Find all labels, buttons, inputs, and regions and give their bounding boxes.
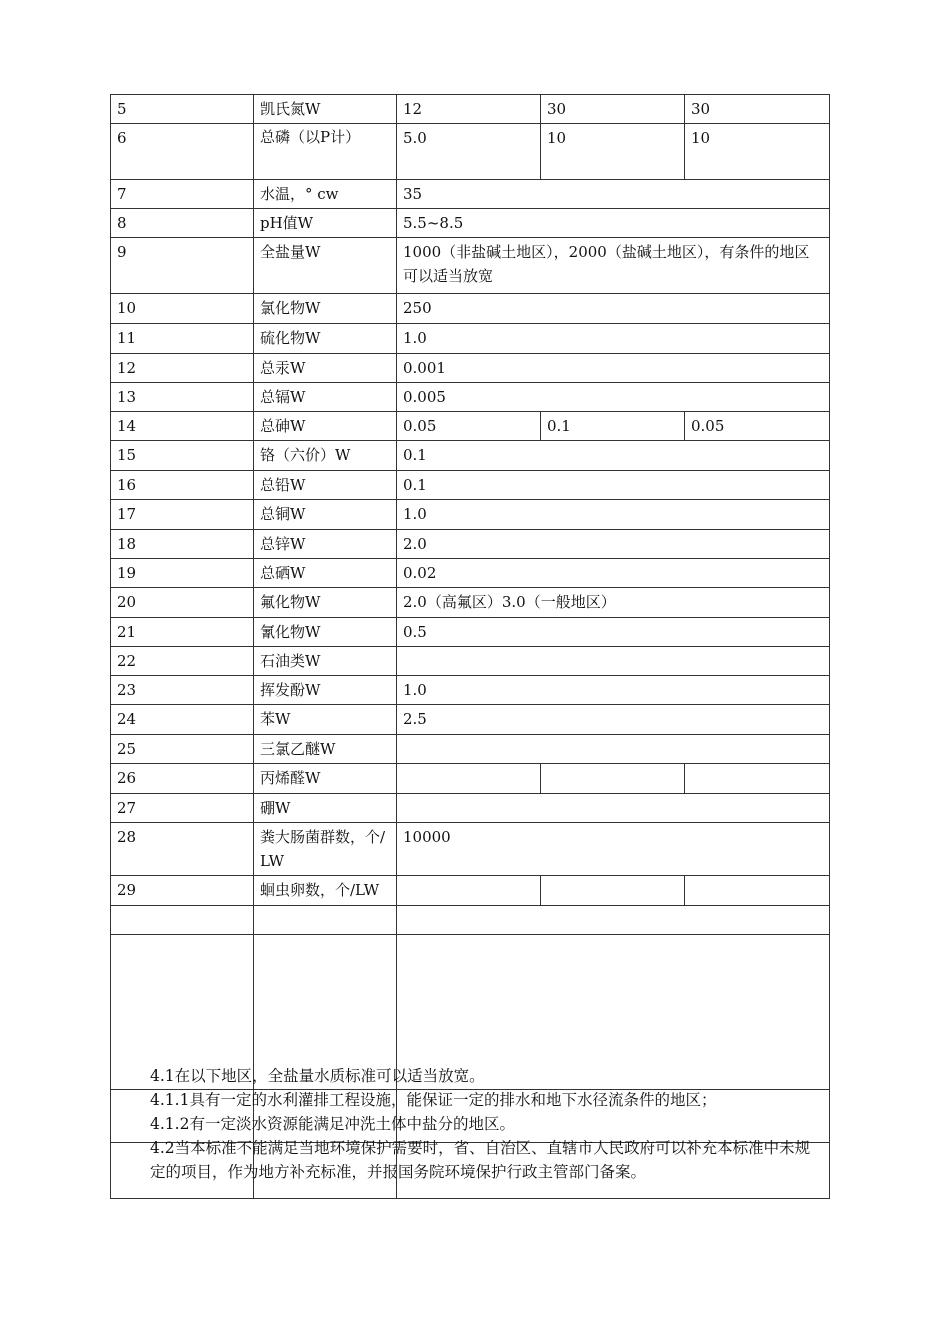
water-quality-table — [110, 94, 830, 1199]
value-cell: 2.0 — [397, 530, 830, 559]
value-cell: 0.05 — [685, 412, 830, 441]
item-name: 蛔虫卵数，个/LW — [254, 876, 397, 906]
table-row — [111, 180, 830, 209]
value-cell: 30 — [685, 95, 830, 124]
table-row — [111, 764, 830, 794]
table-row — [111, 238, 830, 294]
value-cell: 30 — [541, 95, 685, 124]
item-name: 水温，° cw — [254, 180, 397, 209]
value-cell — [685, 876, 830, 906]
item-name: 凯氏氮W — [254, 95, 397, 124]
table-row — [111, 647, 830, 676]
item-name: 氰化物W — [254, 618, 397, 647]
value-cell: 10000 — [397, 823, 830, 876]
value-cell — [397, 876, 541, 906]
item-name: 总砷W — [254, 412, 397, 441]
value-cell: 0.5 — [397, 618, 830, 647]
item-name: 总铜W — [254, 500, 397, 530]
row-number: 28 — [111, 823, 254, 876]
item-name: 全盐量W — [254, 238, 397, 294]
table-row — [111, 500, 830, 530]
item-name: 挥发酚W — [254, 676, 397, 705]
row-number: 27 — [111, 794, 254, 823]
table-row — [111, 588, 830, 618]
table-row — [111, 441, 830, 471]
item-name: 苯W — [254, 705, 397, 735]
item-name: 总磷（以P计） — [254, 124, 397, 180]
row-number: 21 — [111, 618, 254, 647]
value-cell: 35 — [397, 180, 830, 209]
item-name: 硼W — [254, 794, 397, 823]
item-name: 石油类W — [254, 647, 397, 676]
value-cell — [397, 735, 830, 764]
table-row — [111, 823, 830, 876]
table-row — [111, 876, 830, 906]
value-cell: 5.5~8.5 — [397, 209, 830, 238]
value-cell: 1.0 — [397, 500, 830, 530]
value-cell: 0.1 — [397, 471, 830, 500]
value-cell: 0.05 — [397, 412, 541, 441]
row-number: 16 — [111, 471, 254, 500]
table-row — [111, 618, 830, 647]
value-cell: 0.001 — [397, 354, 830, 383]
value-cell — [397, 764, 541, 794]
value-cell: 2.0（高氟区）3.0（一般地区） — [397, 588, 830, 618]
item-name: 总硒W — [254, 559, 397, 588]
value-cell: 5.0 — [397, 124, 541, 180]
item-name: 总镉W — [254, 383, 397, 412]
value-cell: 1000（非盐碱土地区），2000（盐碱土地区），有条件的地区可以适当放宽 — [397, 238, 830, 294]
table-row — [111, 906, 830, 935]
item-name: 氯化物W — [254, 294, 397, 324]
row-number: 10 — [111, 294, 254, 324]
row-number: 26 — [111, 764, 254, 794]
value-cell — [397, 906, 830, 935]
row-number: 7 — [111, 180, 254, 209]
value-cell — [541, 876, 685, 906]
value-cell: 1.0 — [397, 676, 830, 705]
row-number: 11 — [111, 324, 254, 354]
row-number: 20 — [111, 588, 254, 618]
row-number: 22 — [111, 647, 254, 676]
row-number: 18 — [111, 530, 254, 559]
table-row — [111, 412, 830, 441]
table-row — [111, 294, 830, 324]
table-row — [111, 95, 830, 124]
row-number: 29 — [111, 876, 254, 906]
table-row — [111, 794, 830, 823]
note-paragraph: 4.1.1具有一定的水利灌排工程设施，能保证一定的排水和地下水径流条件的地区； — [150, 1091, 717, 1109]
row-number: 17 — [111, 500, 254, 530]
note-paragraph: 4.1在以下地区，全盐量水质标准可以适当放宽。 — [150, 1067, 485, 1085]
row-number: 6 — [111, 124, 254, 180]
table-row — [111, 471, 830, 500]
value-cell — [397, 647, 830, 676]
table-row — [111, 324, 830, 354]
row-number — [111, 906, 254, 935]
item-name: 丙烯醛W — [254, 764, 397, 794]
item-name: 总汞W — [254, 354, 397, 383]
value-cell: 10 — [541, 124, 685, 180]
table-row — [111, 735, 830, 764]
table-row — [111, 676, 830, 705]
value-cell: 250 — [397, 294, 830, 324]
row-number: 23 — [111, 676, 254, 705]
item-name: 总锌W — [254, 530, 397, 559]
row-number: 12 — [111, 354, 254, 383]
item-name: 硫化物W — [254, 324, 397, 354]
notes-section — [150, 1064, 850, 1184]
item-name — [254, 906, 397, 935]
value-cell: 0.1 — [541, 412, 685, 441]
table-row — [111, 705, 830, 735]
value-cell: 12 — [397, 95, 541, 124]
value-cell: 0.02 — [397, 559, 830, 588]
row-number: 24 — [111, 705, 254, 735]
table-row — [111, 559, 830, 588]
value-cell — [541, 764, 685, 794]
item-name: 氟化物W — [254, 588, 397, 618]
row-number: 25 — [111, 735, 254, 764]
row-number: 14 — [111, 412, 254, 441]
table-row — [111, 354, 830, 383]
item-name: 总铅W — [254, 471, 397, 500]
item-name: pH值W — [254, 209, 397, 238]
item-name: 粪大肠菌群数，个/LW — [254, 823, 397, 876]
item-name: 三氯乙醚W — [254, 735, 397, 764]
table-row — [111, 124, 830, 180]
value-cell: 0.1 — [397, 441, 830, 471]
value-cell: 0.005 — [397, 383, 830, 412]
note-paragraph: 4.1.2有一定淡水资源能满足冲洗土体中盐分的地区。 — [150, 1115, 515, 1133]
value-cell — [397, 794, 830, 823]
value-cell: 10 — [685, 124, 830, 180]
value-cell: 1.0 — [397, 324, 830, 354]
table-row — [111, 530, 830, 559]
value-cell: 2.5 — [397, 705, 830, 735]
row-number: 9 — [111, 238, 254, 294]
note-paragraph: 4.2当本标准不能满足当地环境保护需要时，省、自治区、直辖市人民政府可以补充本标准中未规定的项目，作为地方补充标准，并报国务院环境保护行政主管部门备案。 — [150, 1139, 811, 1181]
table-row — [111, 383, 830, 412]
row-number: 19 — [111, 559, 254, 588]
row-number: 15 — [111, 441, 254, 471]
table-row — [111, 209, 830, 238]
row-number: 13 — [111, 383, 254, 412]
value-cell — [685, 764, 830, 794]
row-number: 5 — [111, 95, 254, 124]
row-number: 8 — [111, 209, 254, 238]
item-name: 铬（六价）W — [254, 441, 397, 471]
